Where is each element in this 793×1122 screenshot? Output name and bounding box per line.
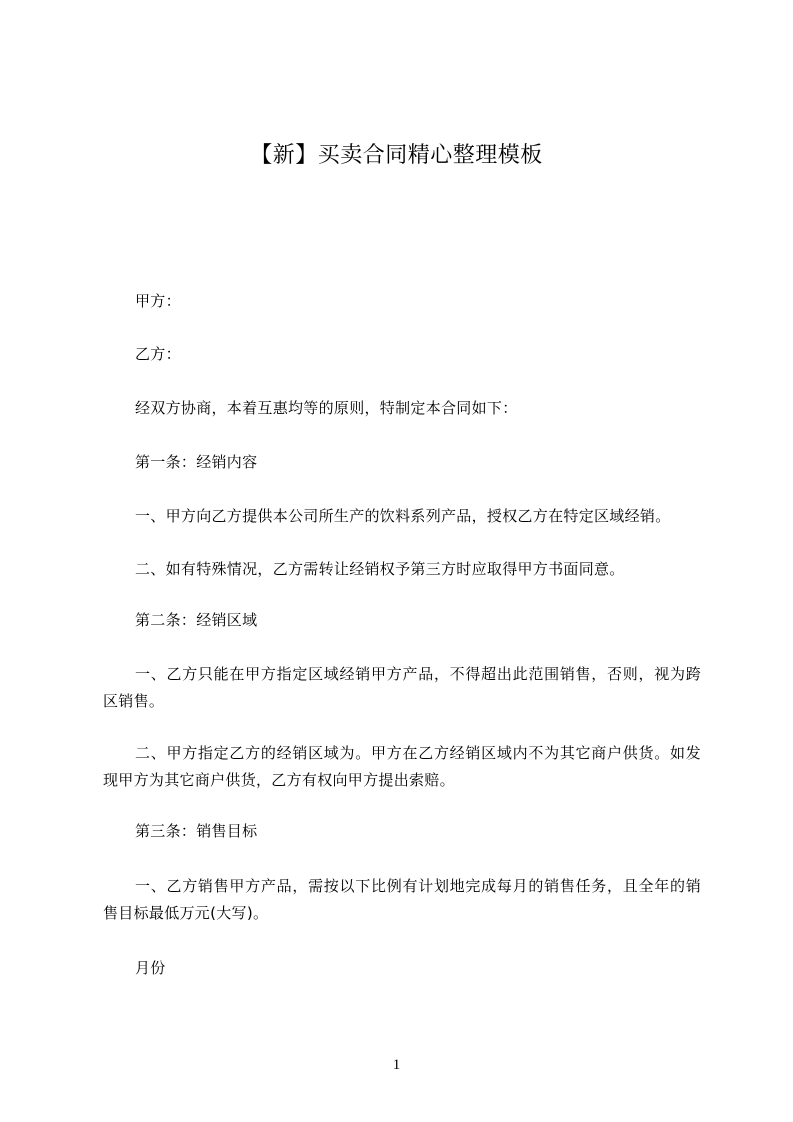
article-1-heading: 第一条：经销内容: [135, 453, 258, 471]
article-1-clause-2: 二、如有特殊情况，乙方需转让经销权予第三方时应取得甲方书面同意。: [135, 560, 625, 578]
page-number: 1: [392, 1057, 401, 1073]
article-2-clause-1: 一、乙方只能在甲方指定区域经销甲方产品，不得超出此范围销售，否则，视为跨区销售。: [103, 665, 701, 710]
article-2-heading: 第二条：经销区域: [135, 611, 258, 629]
party-b-line: 乙方：: [135, 345, 181, 363]
article-2-clause-2: 二、甲方指定乙方的经销区域为。甲方在乙方经销区域内不为其它商户供货。如发现甲方为其它商户供货，乙方有权向甲方提出索赔。: [103, 744, 701, 789]
article-3-heading: 第三条：销售目标: [135, 822, 258, 840]
article-3-clause-1: 一、乙方销售甲方产品，需按以下比例有计划地完成每月的销售任务，且全年的销售目标最低万元(大写)。: [103, 877, 701, 922]
party-a-line: 甲方：: [135, 292, 181, 310]
document-title: 【新】买卖合同精心整理模板: [250, 143, 543, 168]
preamble-paragraph: 经双方协商，本着互惠均等的原则，特制定本合同如下：: [135, 399, 518, 417]
month-label: 月份: [135, 959, 166, 977]
article-1-clause-1: 一、甲方向乙方提供本公司所生产的饮料系列产品，授权乙方在特定区域经销。: [135, 507, 671, 525]
